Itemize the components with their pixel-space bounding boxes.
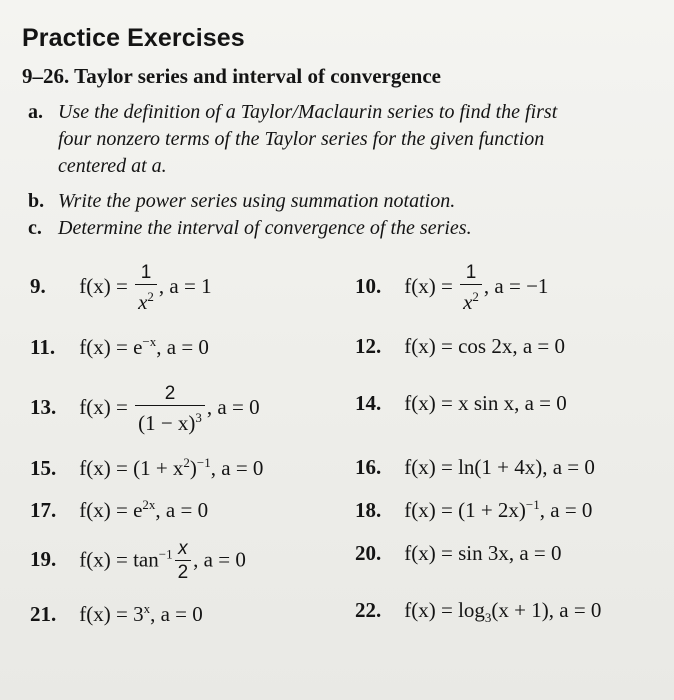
exercise-9	[30, 262, 212, 314]
formula-lhs: f(x) = (1 + 2x)	[404, 498, 526, 522]
formula-rest: (x + 1), a = 0	[491, 598, 602, 622]
instruction-label: b.	[28, 190, 45, 212]
denominator-base: (1 − x)	[138, 411, 196, 435]
formula-rest: , a = −1	[483, 273, 549, 298]
exercise-18	[355, 497, 592, 523]
instruction-line: four nonzero terms of the Taylor series for the given function	[58, 128, 545, 150]
exercise-number: 11.	[30, 335, 56, 359]
fraction-numerator: 2	[164, 383, 176, 404]
formula-lhs: f(x) = e	[79, 498, 143, 522]
exercise-formula	[79, 601, 203, 627]
fraction	[175, 538, 192, 585]
fraction	[460, 262, 482, 314]
exercise-number: 19.	[30, 547, 57, 572]
section-title: 9–26. Taylor series and interval of convergence	[22, 64, 441, 88]
formula-lhs: f(x) = 3	[79, 602, 144, 626]
fraction	[135, 262, 157, 314]
exponent: −1	[196, 455, 211, 470]
formula-rest: , a = 0	[193, 547, 246, 572]
exercise-formula	[404, 497, 592, 523]
exercise-formula: f(x) = sin 3x, a = 0	[404, 541, 562, 565]
exercise-17	[30, 497, 208, 523]
exercise-11	[30, 334, 209, 360]
exercise-13	[30, 383, 260, 435]
exercise-formula	[404, 598, 601, 626]
exercise-number: 12.	[355, 334, 382, 358]
exercise-number: 22.	[355, 598, 382, 622]
instruction-b	[28, 188, 668, 214]
exercise-number: 20.	[355, 541, 382, 565]
exercise-formula: f(x) = ln(1 + 4x), a = 0	[404, 455, 595, 479]
fraction-denominator	[135, 405, 205, 435]
instruction-a	[28, 99, 668, 179]
instruction-label: c.	[28, 217, 42, 239]
exercise-number: 16.	[355, 455, 382, 479]
instruction-line: Use the definition of a Taylor/Maclaurin series to find the first	[58, 101, 558, 123]
exponent: −1	[158, 546, 173, 562]
exponent: x	[143, 601, 151, 616]
exponent: −1	[525, 497, 540, 512]
formula-rest: , a = 0	[150, 602, 203, 626]
instruction-c	[28, 215, 668, 241]
exercise-formula	[79, 497, 208, 523]
exercise-formula: f(x) = x sin x, a = 0	[404, 391, 567, 415]
exercise-12	[355, 334, 565, 359]
instruction-line: centered at a.	[58, 155, 167, 177]
exercise-16	[355, 455, 595, 480]
exponent: 2x	[142, 497, 156, 512]
denominator-base: x	[138, 290, 148, 314]
exercise-number: 13.	[30, 394, 57, 419]
fraction-denominator	[135, 284, 157, 314]
exercise-number: 15.	[30, 456, 57, 480]
exercise-number: 17.	[30, 498, 57, 522]
formula-rest: , a = 0	[206, 394, 260, 419]
exercise-21	[30, 601, 203, 627]
formula-lhs: f(x) =	[79, 394, 134, 419]
exercise-number: 9.	[30, 273, 46, 298]
fraction-numerator	[175, 538, 192, 560]
denominator-base: x	[463, 290, 473, 314]
exercise-formula	[79, 262, 211, 314]
exercise-15	[30, 455, 263, 481]
formula-lhs: f(x) =	[79, 273, 134, 298]
fraction-denominator: 2	[175, 560, 192, 585]
numerator-variable: x	[178, 538, 188, 559]
exercise-formula	[79, 455, 263, 481]
formula-mid: )	[189, 456, 197, 480]
exercise-number: 10.	[355, 273, 382, 298]
page-title: Practice Exercises	[22, 24, 245, 52]
exercise-19	[30, 538, 246, 585]
exercise-formula	[79, 538, 246, 585]
formula-lhs: f(x) = (1 + x	[79, 456, 184, 480]
denominator-exponent: 2	[147, 289, 154, 304]
fraction-denominator	[460, 284, 482, 314]
exercise-formula	[404, 262, 548, 314]
fraction	[135, 383, 205, 435]
exponent: 2	[183, 455, 190, 470]
denominator-exponent: 2	[472, 289, 479, 304]
exercise-number: 14.	[355, 391, 382, 415]
formula-lhs: f(x) = tan	[79, 547, 159, 572]
exercise-formula: f(x) = cos 2x, a = 0	[404, 334, 565, 358]
formula-lhs: f(x) = e	[79, 335, 143, 359]
denominator-exponent: 3	[195, 410, 202, 425]
formula-lhs: f(x) =	[404, 273, 459, 298]
formula-rest: , a = 1	[158, 273, 212, 298]
exercise-number: 21.	[30, 602, 57, 626]
fraction-numerator: 1	[140, 262, 152, 283]
exercise-22	[355, 598, 601, 626]
fraction-numerator: 1	[465, 262, 477, 283]
formula-lhs: f(x) = log	[404, 598, 485, 622]
exercise-formula	[79, 383, 259, 435]
instruction-line: Write the power series using summation notation.	[58, 190, 456, 212]
formula-rest: , a = 0	[155, 498, 209, 522]
exponent: −x	[142, 334, 157, 349]
exercise-formula	[79, 334, 209, 360]
log-base: 3	[484, 610, 492, 626]
instruction-label: a.	[28, 101, 43, 123]
formula-rest: , a = 0	[210, 456, 264, 480]
instruction-line: Determine the interval of convergence of the series.	[58, 217, 472, 239]
formula-rest: , a = 0	[156, 335, 209, 359]
exercise-14	[355, 391, 567, 416]
formula-rest: , a = 0	[539, 498, 593, 522]
exercise-10	[355, 262, 548, 314]
exercise-number: 18.	[355, 498, 382, 522]
exercise-20	[355, 541, 562, 566]
